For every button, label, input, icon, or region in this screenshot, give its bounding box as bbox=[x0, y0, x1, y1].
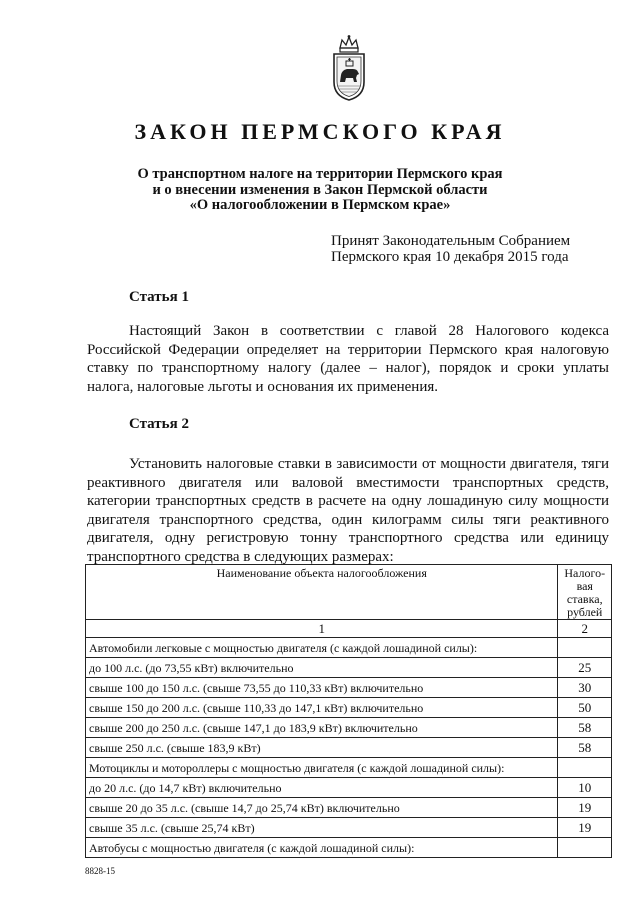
header-rate-line: ставка, bbox=[566, 592, 603, 606]
tax-rate: 50 bbox=[558, 698, 612, 718]
table-row bbox=[86, 778, 612, 798]
table-row bbox=[86, 798, 612, 818]
tax-rate: 58 bbox=[558, 718, 612, 738]
table-row bbox=[86, 818, 612, 838]
header-rate-line: рублей bbox=[567, 605, 603, 619]
document-code: 8828-15 bbox=[85, 866, 115, 876]
object-name: свыше 20 до 35 л.с. (свыше 14,7 до 25,74 кВт) включительно bbox=[86, 798, 558, 818]
tax-rate: 19 bbox=[558, 798, 612, 818]
tax-rate: 58 bbox=[558, 738, 612, 758]
subtitle-line: «О налогообложении в Пермском крае» bbox=[189, 197, 451, 213]
object-name: свыше 100 до 150 л.с. (свыше 73,55 до 110,33 кВт) включительно bbox=[86, 678, 558, 698]
law-subtitle bbox=[0, 167, 640, 214]
tax-rate-table bbox=[85, 564, 612, 858]
header-rate-line: Налого- bbox=[564, 566, 606, 580]
object-name: Автобусы с мощностью двигателя (с каждой лошадиной силы): bbox=[86, 838, 558, 858]
law-title: ЗАКОН ПЕРМСКОГО КРАЯ bbox=[134, 119, 506, 144]
object-name: до 20 л.с. (до 14,7 кВт) включительно bbox=[86, 778, 558, 798]
adoption-note bbox=[331, 233, 570, 265]
coat-of-arms-icon bbox=[329, 34, 369, 102]
article-1-heading: Статья 1 bbox=[129, 289, 189, 305]
table-row bbox=[86, 838, 612, 858]
paragraph-line: категории транспортных средств в расчете на одну лошадиную силу мощности bbox=[87, 493, 609, 509]
subtitle-line: О транспортном налоге на территории Пермского края bbox=[137, 166, 503, 182]
paragraph-line: Установить налоговые ставки в зависимости от мощности двигателя, тяги bbox=[129, 456, 609, 472]
table-row bbox=[86, 738, 612, 758]
table-row bbox=[86, 698, 612, 718]
article-2-heading: Статья 2 bbox=[129, 416, 189, 432]
column-number-row bbox=[86, 620, 612, 638]
article-2-paragraph bbox=[87, 455, 609, 566]
table-row bbox=[86, 758, 612, 778]
tax-rate bbox=[558, 758, 612, 778]
table-header-row bbox=[86, 565, 612, 620]
paragraph-line: реактивного двигателя или валовой вместимости транспортных средств, bbox=[87, 474, 609, 491]
object-name: Автомобили легковые с мощностью двигателя (с каждой лошадиной силы): bbox=[86, 638, 558, 658]
table-row bbox=[86, 658, 612, 678]
paragraph-line: двигателя транспортного средства, один килограмм силы тяги реактивного bbox=[87, 511, 609, 528]
paragraph-line: ставку по транспортному налогу (далее – налог), порядок и сроки уплаты bbox=[87, 360, 609, 376]
tax-rate: 10 bbox=[558, 778, 612, 798]
table-row bbox=[86, 638, 612, 658]
object-name: свыше 250 л.с. (свыше 183,9 кВт) bbox=[86, 738, 558, 758]
object-name: свыше 150 до 200 л.с. (свыше 110,33 до 147,1 кВт) включительно bbox=[86, 698, 558, 718]
adoption-line: Пермского края 10 декабря 2015 года bbox=[331, 249, 569, 265]
paragraph-line: транспортного средства в следующих размерах: bbox=[87, 548, 394, 565]
tax-rate: 30 bbox=[558, 678, 612, 698]
object-name: свыше 200 до 250 л.с. (свыше 147,1 до 183,9 кВт) включительно bbox=[86, 718, 558, 738]
subtitle-line: и о внесении изменения в Закон Пермской области bbox=[152, 181, 488, 198]
tax-rate bbox=[558, 638, 612, 658]
table-row bbox=[86, 678, 612, 698]
paragraph-line: Российской Федерации определяет на территории Пермского края налоговую bbox=[87, 341, 609, 358]
paragraph-line: двигателя, одну регистровую тонну транспортного средства или единицу bbox=[87, 530, 609, 546]
column-number: 1 bbox=[86, 620, 558, 638]
article-1-paragraph bbox=[87, 322, 609, 396]
object-name: до 100 л.с. (до 73,55 кВт) включительно bbox=[86, 658, 558, 678]
table-row bbox=[86, 718, 612, 738]
tax-rate: 25 bbox=[558, 658, 612, 678]
object-name: Мотоциклы и мотороллеры с мощностью двигателя (с каждой лошадиной силы): bbox=[86, 758, 558, 778]
header-tax-rate bbox=[558, 565, 612, 620]
column-number: 2 bbox=[558, 620, 612, 638]
tax-rate bbox=[558, 838, 612, 858]
header-rate-line: вая bbox=[576, 579, 593, 593]
paragraph-line: Настоящий Закон в соответствии с главой 28 Налогового кодекса bbox=[129, 323, 609, 339]
header-object-name: Наименование объекта налогообложения bbox=[86, 565, 558, 620]
adoption-line: Принят Законодательным Собранием bbox=[331, 233, 571, 249]
object-name: свыше 35 л.с. (свыше 25,74 кВт) bbox=[86, 818, 558, 838]
tax-rate: 19 bbox=[558, 818, 612, 838]
paragraph-line: налога, налоговые льготы и основания их применения. bbox=[87, 378, 439, 395]
